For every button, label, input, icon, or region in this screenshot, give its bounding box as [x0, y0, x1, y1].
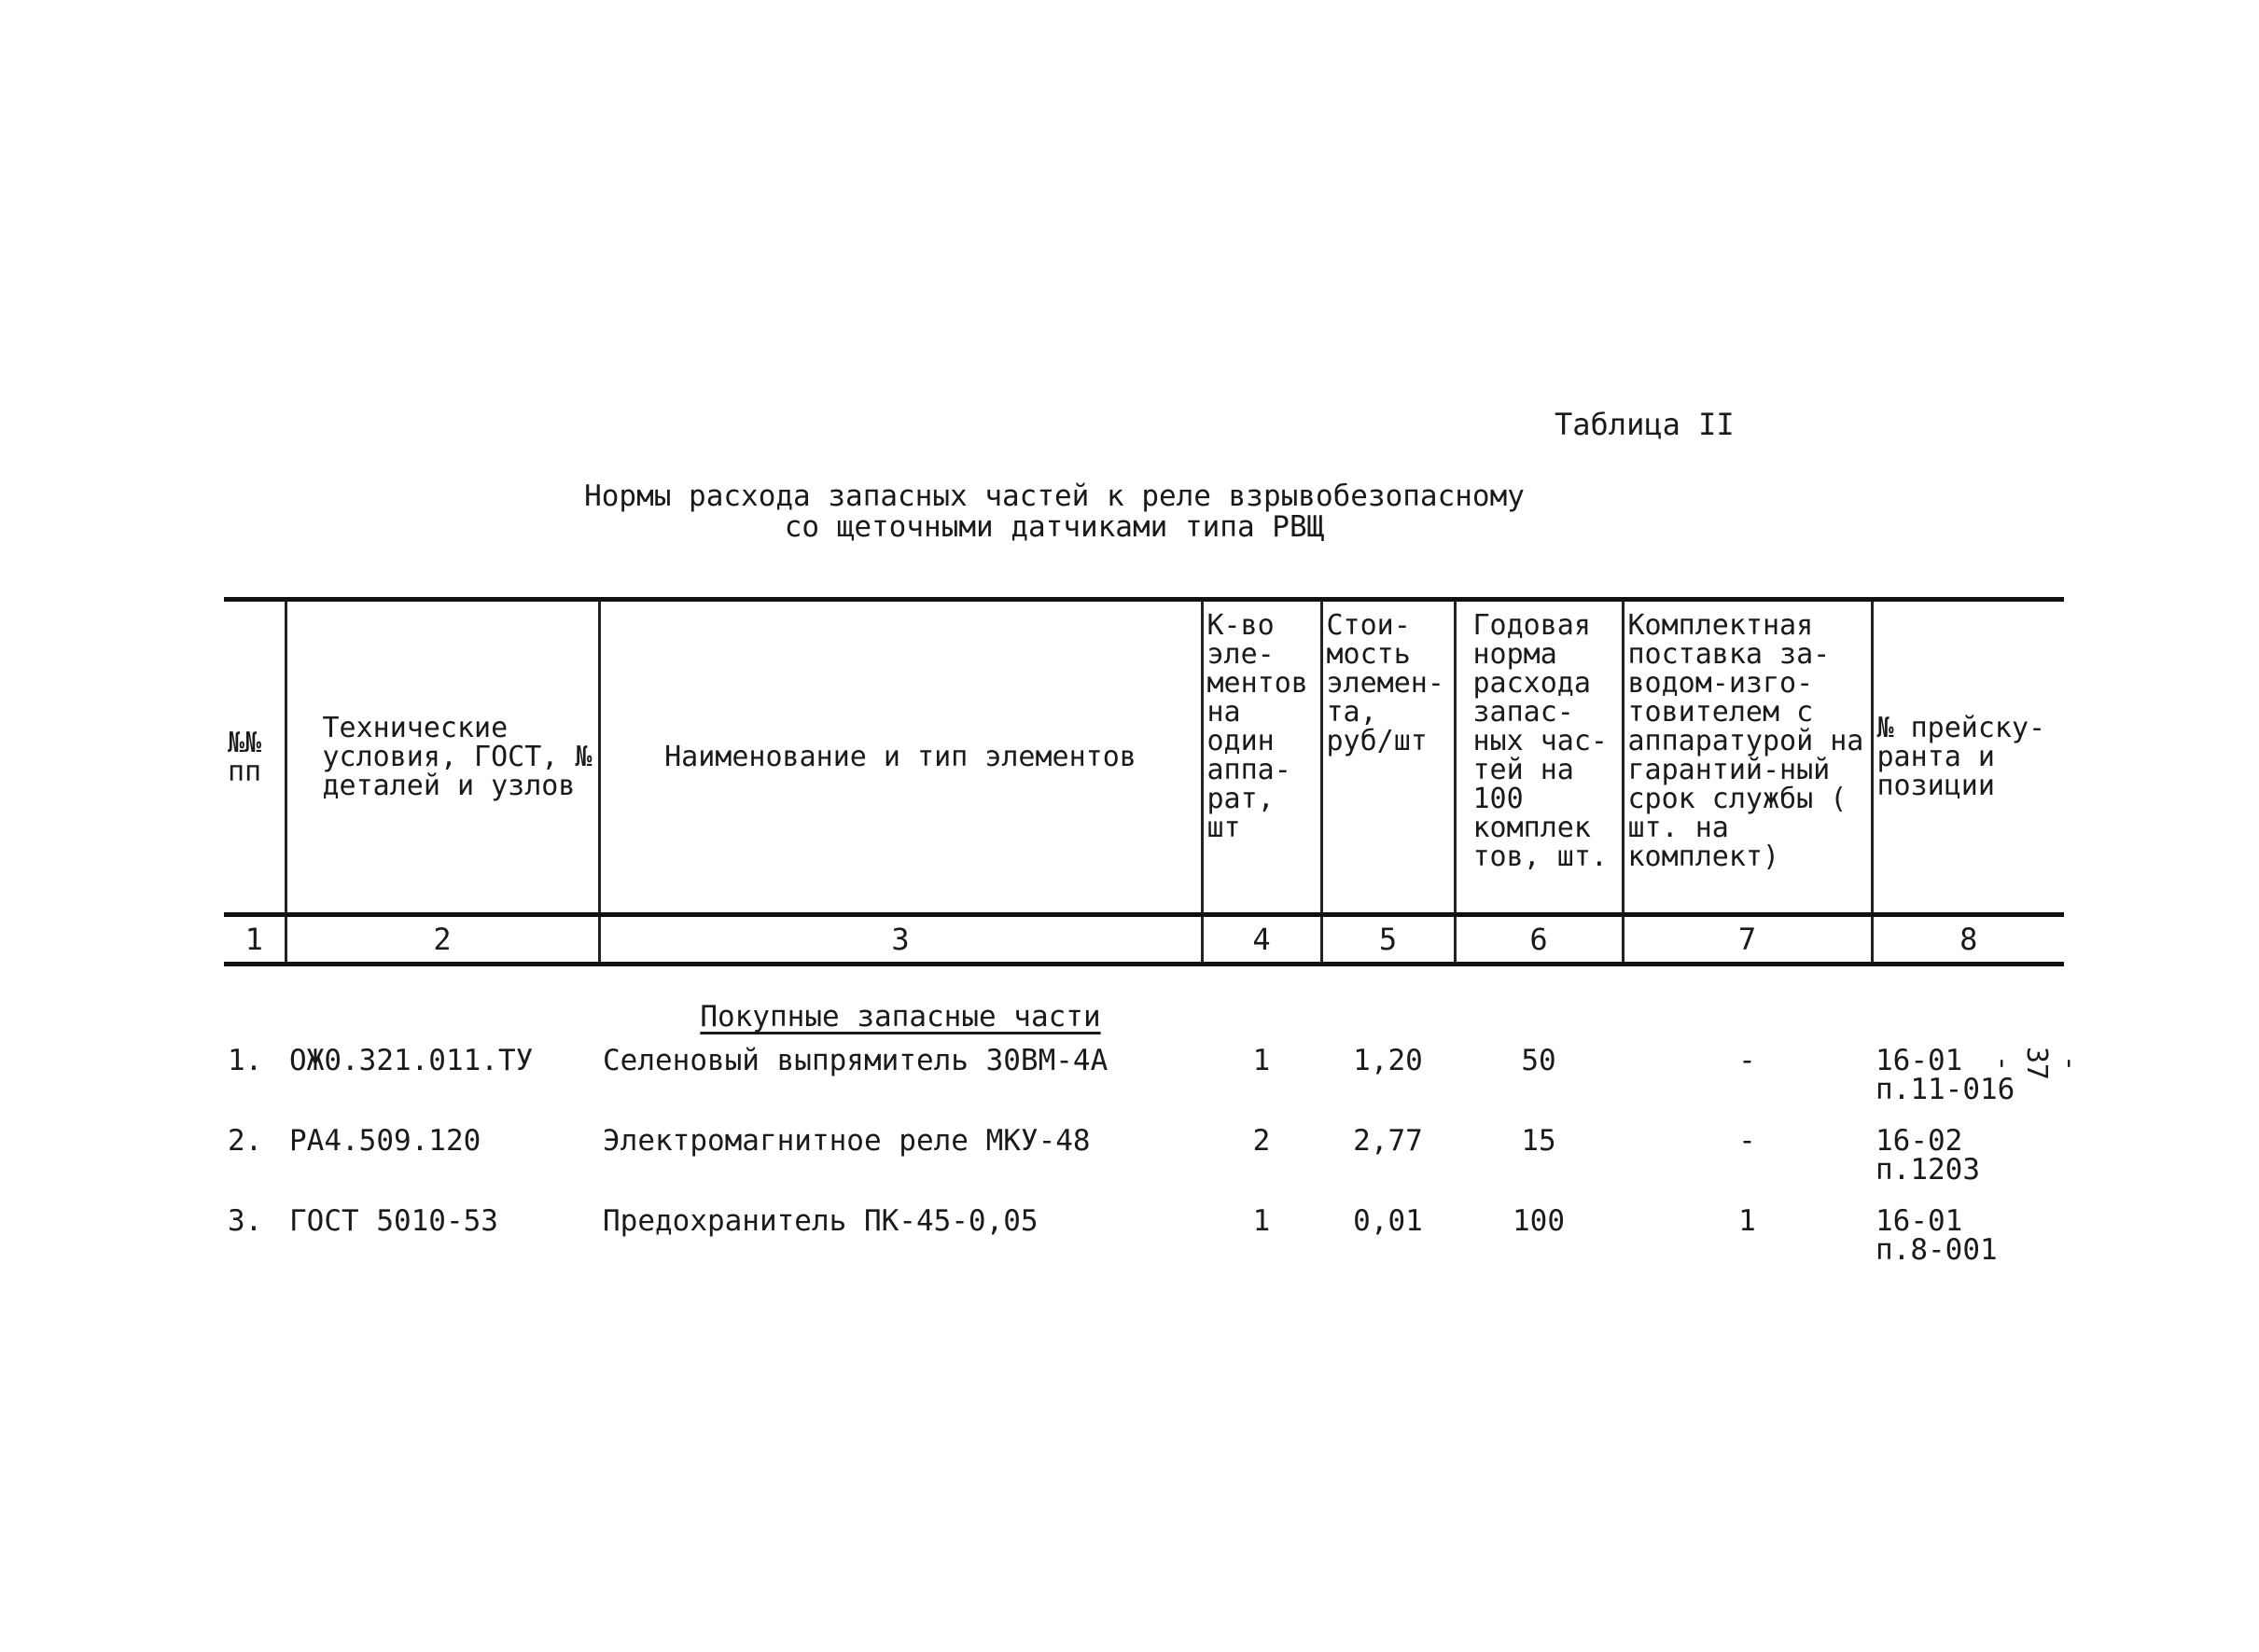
title-line-2: со щеточными датчиками типа РВЩ: [784, 510, 1325, 544]
row-pricelist: [1872, 1200, 2064, 1280]
row-cost: 0,01: [1353, 1204, 1423, 1238]
row-qty: 1: [1252, 1204, 1271, 1238]
row-name: Селеновый выпрямитель 30ВМ-4А: [603, 1044, 1109, 1077]
row-qty: 2: [1252, 1124, 1271, 1158]
pricelist-line-2: п.8-001: [1876, 1233, 1998, 1267]
row-spec: ГОСТ 5010-53: [289, 1204, 498, 1238]
section-row: [224, 965, 2064, 1040]
header-col-7: Комплектная поставка за-водом-изго-товителем с аппаратурой на гарантий-ный срок службы ( шт. на комплект): [1623, 600, 1872, 915]
row-number: 3.: [228, 1204, 263, 1238]
table-row: [224, 1119, 2064, 1200]
header-col-8: № прейску-ранта и позиции: [1872, 600, 2064, 915]
row-cost: 2,77: [1353, 1124, 1423, 1158]
row-annual: 50: [1521, 1044, 1556, 1077]
header-col-3: Наименование и тип элементов: [599, 600, 1202, 915]
row-spec: РА4.509.120: [289, 1124, 481, 1158]
header-col-1: №№ пп: [224, 600, 286, 915]
header-row: [224, 600, 2064, 915]
row-number: 1.: [228, 1044, 263, 1077]
pricelist-line-2: п.11-016: [1876, 1073, 2015, 1106]
row-number: 2.: [228, 1124, 263, 1158]
column-number: 8: [1872, 915, 2064, 965]
row-cost: 1,20: [1353, 1044, 1423, 1077]
row-annual: 15: [1521, 1124, 1556, 1158]
row-qty: 1: [1252, 1044, 1271, 1077]
title-line-1: Нормы расхода запасных частей к реле взрывобезопасному: [584, 479, 1525, 513]
row-spec: ОЖ0.321.011.ТУ: [289, 1044, 534, 1077]
header-col-2: Технические условия, ГОСТ, № деталей и узлов: [286, 600, 599, 915]
column-number: 6: [1455, 915, 1623, 965]
column-number: 4: [1202, 915, 1321, 965]
column-number: 5: [1321, 915, 1455, 965]
document-title: [448, 481, 1661, 543]
row-supply: 1: [1738, 1204, 1756, 1238]
table-label: Таблица II: [1555, 407, 1735, 442]
column-number: 1: [224, 915, 286, 965]
section-title: Покупные запасные части: [700, 1000, 1101, 1034]
page-number: - 37 -: [1987, 1046, 2086, 1081]
row-supply: -: [1738, 1044, 1756, 1077]
header-col-4: К-во эле-ментов на один аппа-рат, шт: [1202, 600, 1321, 915]
spare-parts-table: [224, 597, 2086, 1280]
column-number: 7: [1623, 915, 1872, 965]
row-name: Предохранитель ПК-45-0,05: [603, 1204, 1039, 1238]
column-number: 2: [286, 915, 599, 965]
pricelist-line-1: 16-02: [1876, 1124, 1963, 1158]
table-row: [224, 1200, 2064, 1280]
header-col-6: Годовая норма расхода запас-ных час-тей на 100 комплек тов, шт.: [1455, 600, 1623, 915]
pricelist-line-1: 16-01: [1876, 1204, 1963, 1238]
header-col-5: Стои-мость элемен-та, руб/шт: [1321, 600, 1455, 915]
row-supply: -: [1738, 1124, 1756, 1158]
column-number-row: [224, 915, 2064, 965]
row-name: Электромагнитное реле МКУ-48: [603, 1124, 1091, 1158]
pricelist-line-2: п.1203: [1876, 1153, 1980, 1187]
row-pricelist: [1872, 1119, 2064, 1200]
table-row: [224, 1039, 2064, 1119]
column-number: 3: [599, 915, 1202, 965]
row-annual: 100: [1513, 1204, 1565, 1238]
pricelist-line-1: 16-01: [1876, 1044, 1963, 1077]
